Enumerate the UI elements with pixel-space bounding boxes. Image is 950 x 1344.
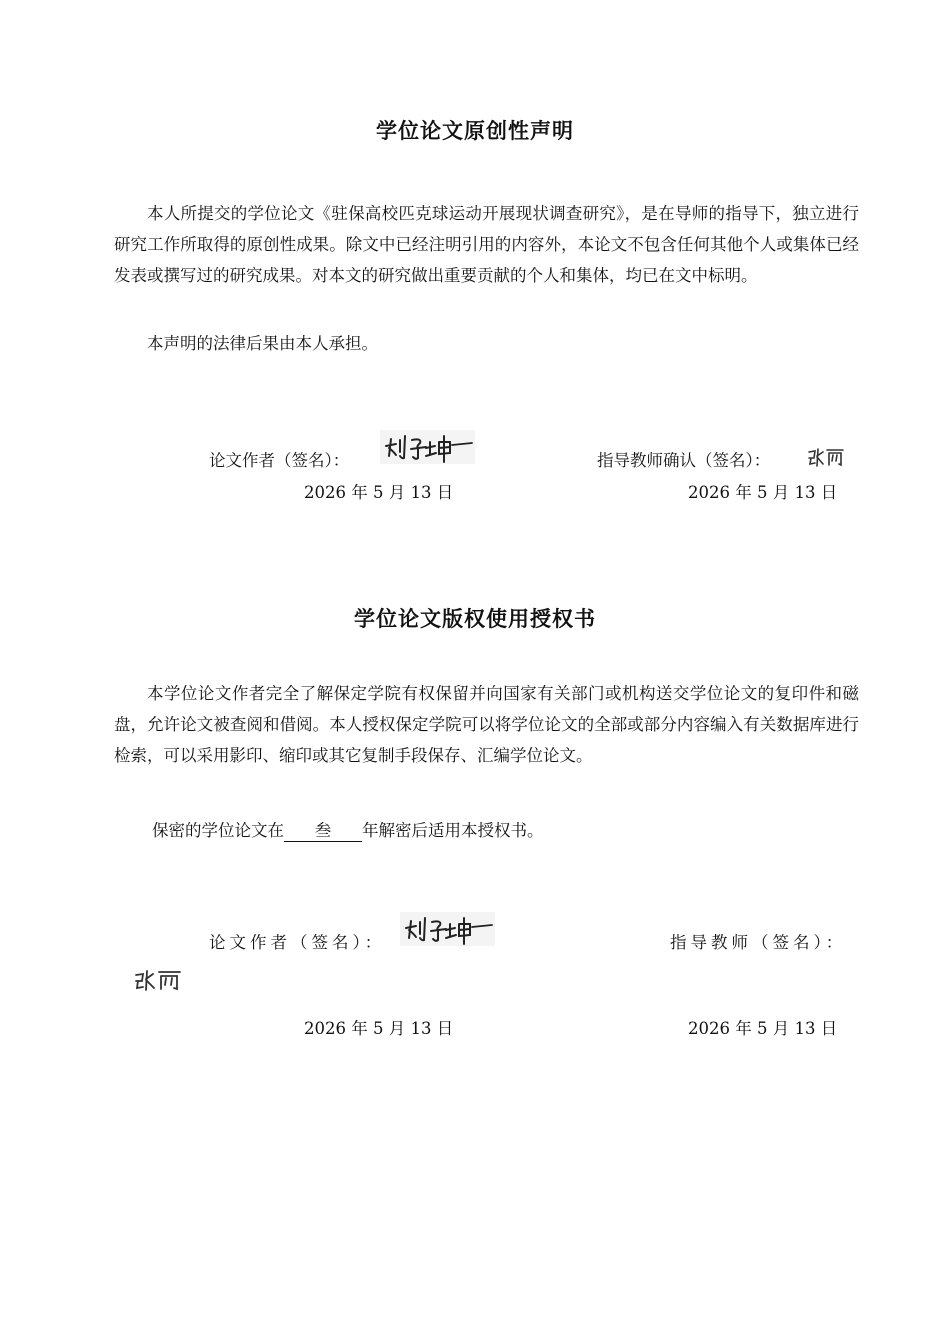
supervisor-signature-image <box>807 446 845 468</box>
supervisor-confirm-label: 指导教师确认（签名）： <box>597 451 771 470</box>
auth-supervisor-date: 2026 年 5 月 13 日 <box>688 1019 838 1038</box>
auth-author-date: 2026 年 5 月 13 日 <box>304 1019 454 1038</box>
author-signature-image <box>380 430 475 464</box>
authorization-title: 学位论文版权使用授权书 <box>354 607 596 631</box>
confidential-line <box>152 817 544 842</box>
auth-supervisor-signature-label: 指导教师（签名）： <box>670 933 847 952</box>
originality-title: 学位论文原创性声明 <box>376 119 574 143</box>
confidential-suffix: 年解密后适用本授权书。 <box>362 821 544 840</box>
confidential-prefix: 保密的学位论文在 <box>152 821 284 840</box>
supervisor-date: 2026 年 5 月 13 日 <box>688 483 838 502</box>
author-signature-label: 论文作者（签名）： <box>209 451 350 470</box>
auth-author-signature-label: 论文作者（签名）： <box>209 933 386 952</box>
authorization-paragraph: 本学位论文作者完全了解保定学院有权保留并向国家有关部门或机构送交学位论文的复印件和磁盘，允许论文被查阅和借阅。本人授权保定学院可以将学位论文的全部或部分内容编入有关数据库进行检索，可以采用影印、缩印或其它复制手段保存、汇编学位论文。 <box>114 684 859 765</box>
originality-legal-paragraph: 本声明的法律后果由本人承担。 <box>147 334 378 353</box>
auth-author-signature-image <box>400 912 495 946</box>
auth-supervisor-signature-image <box>133 968 183 992</box>
originality-paragraph: 本人所提交的学位论文《驻保高校匹克球运动开展现状调查研究》，是在导师的指导下，独立进行研究工作所取得的原创性成果。除文中已经注明引用的内容外，本论文不包含任何其他个人或集体已经发表或撰写过的研究成果。对本文的研究做出重要贡献的个人和集体，均已在文中标明。 <box>114 204 859 285</box>
confidential-years: 叁 <box>284 821 362 842</box>
author-date: 2026 年 5 月 13 日 <box>304 483 454 502</box>
